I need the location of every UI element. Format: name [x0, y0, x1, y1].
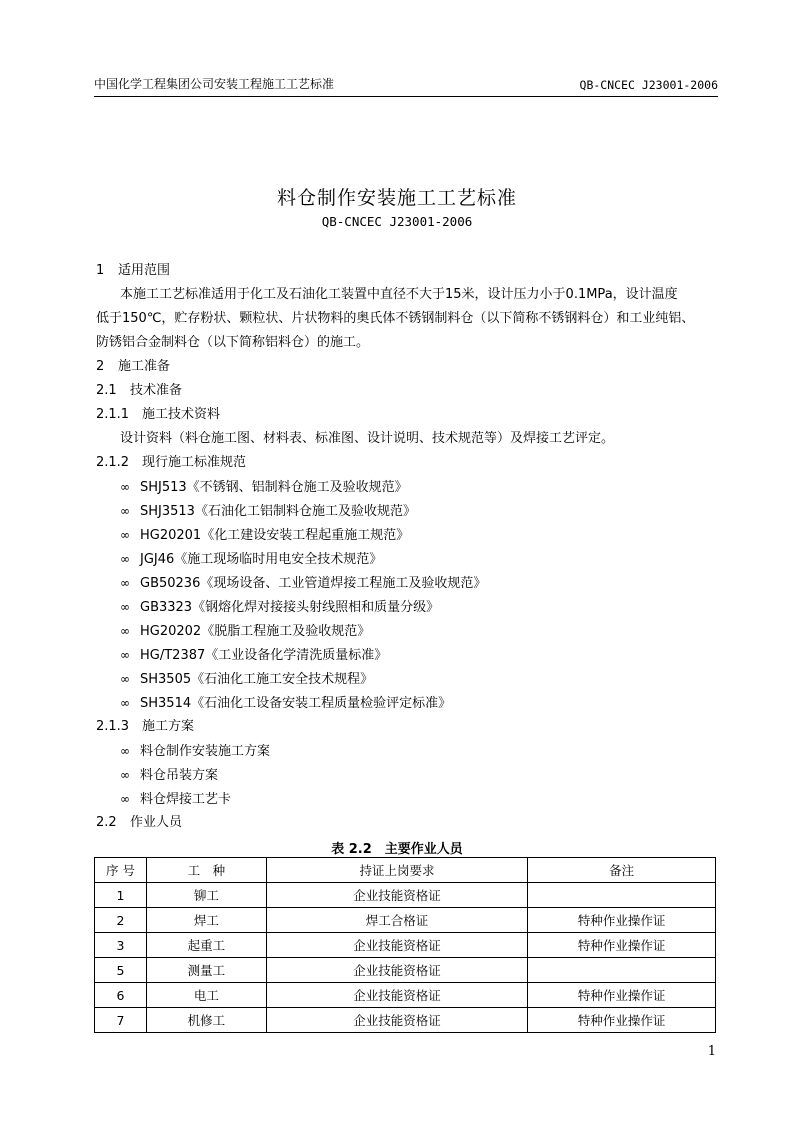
table-caption: 表 2.2 主要作业人员: [331, 842, 463, 857]
section-1-heading: [96, 263, 170, 279]
section-number: 2.1.3: [96, 719, 130, 734]
header-cell: 备注: [528, 858, 716, 883]
page-number: 1: [707, 1044, 716, 1059]
section-2-2-heading: [96, 815, 182, 831]
section-title: 施工方案: [142, 719, 195, 734]
bullet-icon: ∞: [120, 672, 130, 686]
bullet-icon: ∞: [120, 528, 130, 542]
section-number: 2.2: [96, 815, 117, 830]
section-2-1-heading: [96, 383, 182, 399]
section-2-heading: [96, 359, 170, 375]
section-2-1-2-heading: [96, 455, 246, 471]
table-cell: 特种作业操作证: [528, 908, 716, 933]
page-header: [94, 74, 718, 97]
paragraph-line: 设计资料（料仓施工图、材料表、标准图、设计说明、技术规范等）及焊接工艺评定。: [120, 431, 615, 446]
list-item: ∞ HG20201《化工建设安装工程起重施工规范》: [120, 528, 410, 543]
table-cell: 6: [95, 983, 147, 1008]
table-cell: 企业技能资格证: [266, 933, 528, 958]
list-item: ∞ 料仓制作安装施工方案: [120, 744, 271, 759]
table-cell: 企业技能资格证: [266, 883, 528, 908]
document-code: QB-CNCEC J23001-2006: [321, 214, 473, 229]
paragraph-line: 本施工工艺标准适用于化工及石油化工装置中直径不大于15米，设计压力小于0.1MPa，设计温度: [120, 287, 678, 302]
table-cell: 1: [95, 883, 147, 908]
table-cell: 测量工: [146, 958, 266, 983]
document-title: 料仓制作安装施工工艺标准: [276, 187, 517, 209]
header-cell: 序 号: [95, 858, 147, 883]
list-item: ∞ GB50236《现场设备、工业管道焊接工程施工及验收规范》: [120, 576, 487, 591]
table-cell: 企业技能资格证: [266, 983, 528, 1008]
list-item: ∞ JGJ46《施工现场临时用电安全技术规范》: [120, 552, 383, 567]
bullet-icon: ∞: [120, 792, 130, 806]
section-title: 现行施工标准规范: [142, 455, 247, 470]
header-org-title: 中国化学工程集团公司安装工程施工工艺标准: [94, 77, 335, 91]
table-row: [95, 983, 716, 1008]
bullet-icon: ∞: [120, 744, 130, 758]
table-cell: 5: [95, 958, 147, 983]
bullet-icon: ∞: [120, 552, 130, 566]
table-header-row: [95, 858, 716, 883]
table-cell: 焊工: [146, 908, 266, 933]
table-row: [95, 933, 716, 958]
paragraph-line: 防锈铝合金制料仓（以下简称铝料仓）的施工。: [96, 335, 370, 350]
table-cell: 特种作业操作证: [528, 1008, 716, 1033]
table-cell: [528, 883, 716, 908]
table-cell: 电工: [146, 983, 266, 1008]
list-item: ∞ GB3323《钢熔化焊对接接头射线照相和质量分级》: [120, 600, 440, 615]
table-row: [95, 883, 716, 908]
table-cell: 7: [95, 1008, 147, 1033]
section-title: 技术准备: [130, 383, 183, 398]
list-item: ∞ SH3514《石油化工设备安装工程质量检验评定标准》: [120, 696, 452, 711]
table-cell: 焊工合格证: [266, 908, 528, 933]
table-cell: 机修工: [146, 1008, 266, 1033]
header-cell: 持证上岗要求: [266, 858, 528, 883]
section-title: 适用范围: [118, 263, 171, 278]
bullet-icon: ∞: [120, 648, 130, 662]
section-title: 施工技术资料: [142, 407, 221, 422]
staff-table: [94, 857, 716, 1033]
bullet-icon: ∞: [120, 504, 130, 518]
section-number: 2.1: [96, 383, 117, 398]
list-item: ∞ SH3505《石油化工施工安全技术规程》: [120, 672, 374, 687]
section-2-1-1-heading: [96, 407, 220, 423]
list-item: ∞ SHJ513《不锈钢、铝制料仓施工及验收规范》: [120, 480, 408, 495]
table-row: [95, 1008, 716, 1033]
bullet-icon: ∞: [120, 624, 130, 638]
section-number: 2.1.1: [96, 407, 130, 422]
section-title: 作业人员: [130, 815, 183, 830]
table-cell: 特种作业操作证: [528, 933, 716, 958]
table-cell: 3: [95, 933, 147, 958]
table-cell: 企业技能资格证: [266, 958, 528, 983]
table-row: [95, 908, 716, 933]
table-cell: 2: [95, 908, 147, 933]
table-cell: 铆工: [146, 883, 266, 908]
list-item: ∞ HG20202《脱脂工程施工及验收规范》: [120, 624, 371, 639]
paragraph-line: 低于150℃，贮存粉状、颗粒状、片状物料的奥氏体不锈钢制料仓（以下简称不锈钢料仓）和工业纯铝、: [96, 311, 695, 326]
bullet-icon: ∞: [120, 576, 130, 590]
section-number: 2: [96, 359, 105, 374]
bullet-icon: ∞: [120, 600, 130, 614]
list-item: ∞ SHJ3513《石油化工铝制料仓施工及验收规范》: [120, 504, 416, 519]
table-cell: [528, 958, 716, 983]
table-cell: 企业技能资格证: [266, 1008, 528, 1033]
section-number: 2.1.2: [96, 455, 130, 470]
header-standard-code: QB-CNCEC J23001-2006: [579, 78, 718, 92]
bullet-icon: ∞: [120, 768, 130, 782]
list-item: ∞ 料仓焊接工艺卡: [120, 792, 232, 807]
table-cell: 起重工: [146, 933, 266, 958]
table-row: [95, 958, 716, 983]
bullet-icon: ∞: [120, 696, 130, 710]
bullet-icon: ∞: [120, 480, 130, 494]
table-cell: 特种作业操作证: [528, 983, 716, 1008]
list-item: ∞ HG/T2387《工业设备化学清洗质量标准》: [120, 648, 388, 663]
section-title: 施工准备: [118, 359, 171, 374]
section-2-1-3-heading: [96, 719, 194, 735]
section-number: 1: [96, 263, 105, 278]
list-item: ∞ 料仓吊装方案: [120, 768, 219, 783]
header-cell: 工 种: [146, 858, 266, 883]
